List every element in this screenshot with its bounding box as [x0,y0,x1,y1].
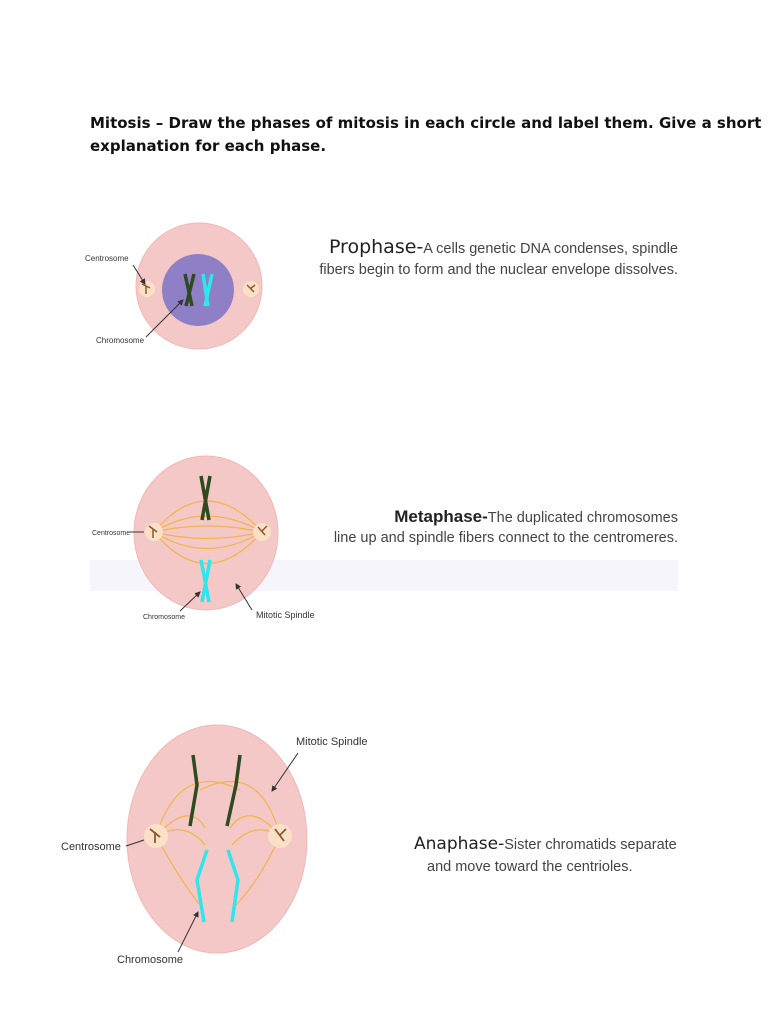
anaphase-centrosome-left [144,824,168,848]
metaphase-centrosome-label: Centrosome [92,530,131,537]
prophase-centrosome-left [139,281,155,297]
metaphase-explanation [318,507,678,546]
prophase-text-line-1: A cells genetic DNA condenses, spindle [423,241,678,257]
anaphase-title: Anaphase- [414,834,505,854]
prophase-text-line-2: fibers begin to form and the nuclear envelope dissolves. [319,262,678,278]
prophase-explanation [305,236,678,278]
instructions-line-2: explanation for each phase. [90,137,327,155]
metaphase-centrosome-left [145,523,163,541]
prophase-diagram [85,223,262,349]
metaphase-diagram [92,456,315,621]
anaphase-centrosome-label: Centrosome [61,841,121,853]
anaphase-spindle-label: Mitotic Spindle [296,736,368,748]
metaphase-chromosome-label: Chromosome [143,614,186,621]
instructions-line-1: Mitosis – Draw the phases of mitosis in each circle and label them. Give a short [90,114,762,132]
metaphase-text-line-1: The duplicated chromosomes [487,510,678,526]
anaphase-diagram [61,725,368,966]
prophase-title: Prophase- [328,236,424,258]
anaphase-text-line-1: Sister chromatids separate [504,837,677,853]
metaphase-spindle-label: Mitotic Spindle [256,610,315,620]
prophase-nucleus [162,254,234,326]
anaphase-chromosome-label: Chromosome [117,954,184,966]
anaphase-explanation [414,834,684,875]
metaphase-title: Metaphase- [394,507,488,526]
prophase-centrosome-label: Centrosome [85,254,129,263]
metaphase-text-line-2: line up and spindle fibers connect to the centromeres. [333,530,678,546]
anaphase-text-line-2: and move toward the centrioles. [427,859,633,875]
prophase-chromosome-label: Chromosome [96,336,145,345]
